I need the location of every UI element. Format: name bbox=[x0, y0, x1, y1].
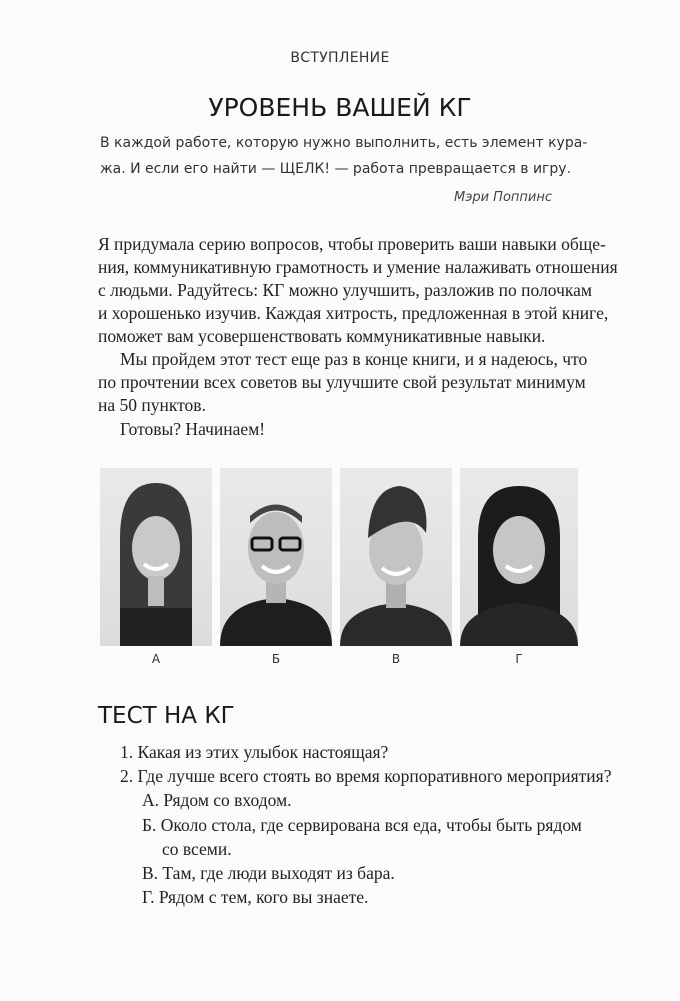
photo-label-a: А bbox=[151, 652, 161, 666]
photo-a bbox=[100, 468, 212, 646]
body-line: Я придумала серию вопросов, чтобы проверить ваши навыки обще- bbox=[98, 234, 606, 254]
body-line: Мы пройдем этот тест еще раз в конце книги, и я надеюсь, что bbox=[120, 349, 588, 369]
body-line: на 50 пунктов. bbox=[98, 395, 206, 415]
body-line: и хорошенько изучив. Каждая хитрость, предложенная в этой книге, bbox=[98, 303, 609, 323]
answer-option: В. Там, где люди выходят из бара. bbox=[142, 863, 395, 883]
body-line: по прочтении всех советов вы улучшите свой результат минимум bbox=[98, 372, 586, 392]
answer-option: Б. Около стола, где сервирована вся еда, чтобы быть рядом bbox=[142, 815, 582, 835]
body-line: ния, коммуникативную грамотность и умение налаживать отношения bbox=[98, 257, 618, 277]
answer-option-continued: со всеми. bbox=[162, 839, 232, 859]
answer-option: Г. Рядом с тем, кого вы знаете. bbox=[142, 887, 369, 907]
body-line: с людьми. Радуйтесь: КГ можно улучшить, разложив по полочкам bbox=[98, 280, 592, 300]
body-line: поможет вам усовершенствовать коммуникативные навыки. bbox=[98, 326, 546, 346]
question-2: 2. Где лучше всего стоять во время корпоративного мероприятия? bbox=[120, 766, 612, 786]
photo-label-d: Г bbox=[515, 652, 523, 666]
photo-label-c: В bbox=[391, 652, 401, 666]
epigraph-line: жа. И если его найти — ЩЕЛК! — работа превращается в игру. bbox=[100, 161, 572, 177]
photo-c bbox=[340, 468, 452, 646]
epigraph-author: Мэри Поппинс bbox=[453, 190, 552, 205]
answer-option: А. Рядом со входом. bbox=[142, 790, 292, 810]
chapter-title: УРОВЕНЬ ВАШЕЙ КГ bbox=[208, 93, 472, 122]
section-title: ТЕСТ НА КГ bbox=[98, 703, 235, 729]
photo-label-b: Б bbox=[271, 652, 281, 666]
photo-d bbox=[460, 468, 578, 646]
epigraph-line: В каждой работе, которую нужно выполнить, есть элемент кура- bbox=[100, 135, 588, 151]
photo-b bbox=[220, 468, 332, 646]
running-head: ВСТУПЛЕНИЕ bbox=[290, 50, 390, 66]
body-line: Готовы? Начинаем! bbox=[120, 419, 266, 439]
question-1: 1. Какая из этих улыбок настоящая? bbox=[120, 742, 389, 762]
